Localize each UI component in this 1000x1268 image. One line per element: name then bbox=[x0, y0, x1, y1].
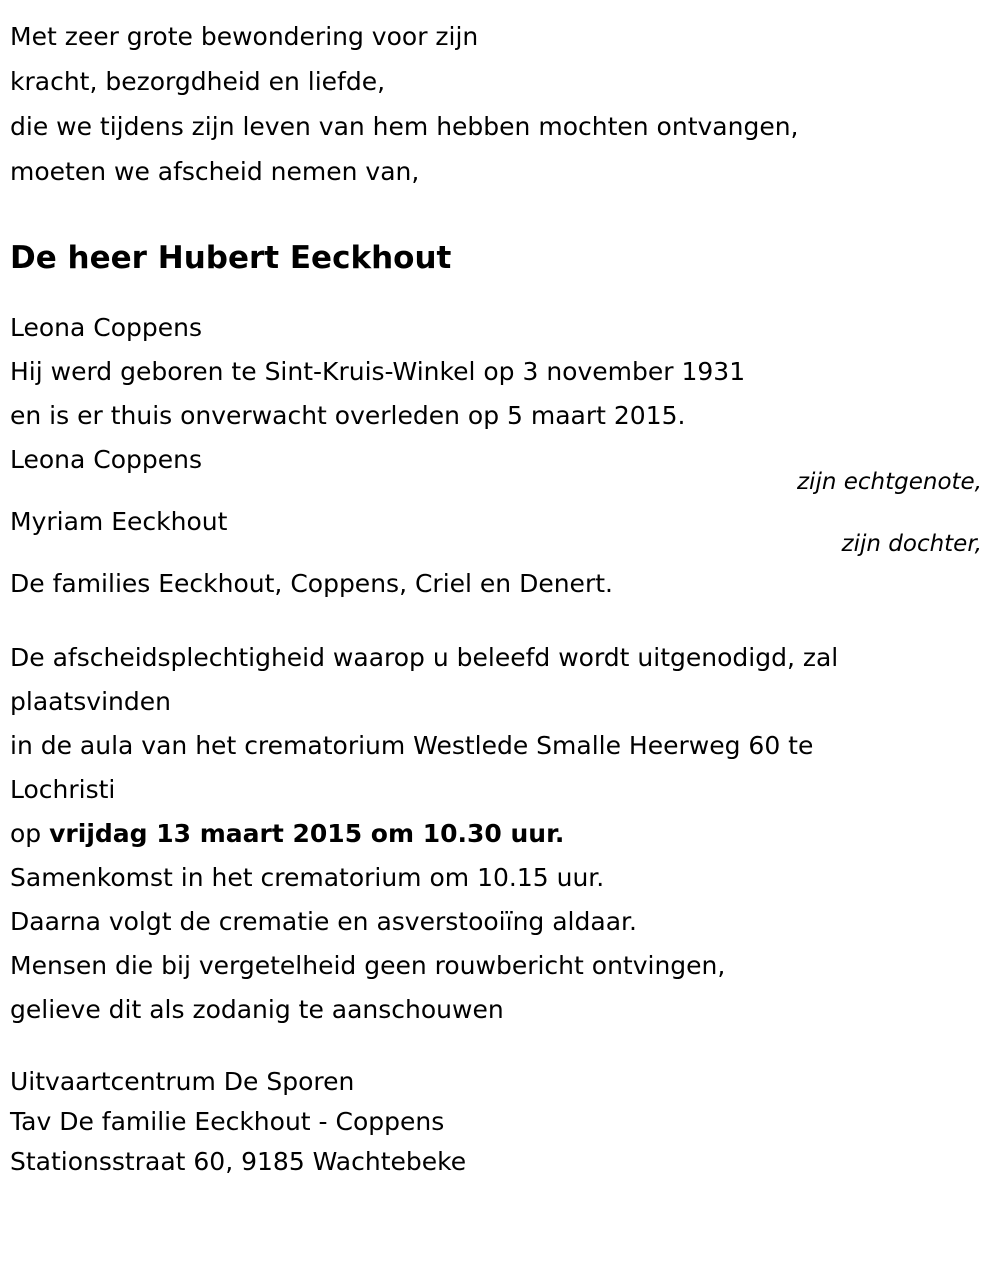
ceremony-notice-2: gelieve dit als zodanig te aanschouwen bbox=[10, 995, 504, 1024]
ceremony-notice-1: Mensen die bij vergetelheid geen rouwbericht ontvingen, bbox=[10, 951, 726, 980]
survivor-row-1 bbox=[10, 438, 990, 500]
spacer bbox=[10, 1032, 990, 1062]
survivor-role-1: zijn echtgenote, bbox=[796, 469, 982, 495]
funeral-home-attn: Tav De familie Eeckhout - Coppens bbox=[10, 1107, 445, 1136]
ceremony-date-prefix: op bbox=[10, 819, 50, 848]
families-line: De families Eeckhout, Coppens, Criel en Denert. bbox=[10, 569, 613, 598]
intro-line-1: Met zeer grote bewondering voor zijn bbox=[10, 22, 479, 51]
funeral-home-name: Uitvaartcentrum De Sporen bbox=[10, 1067, 355, 1096]
ceremony-invitation: De afscheidsplechtigheid waarop u beleefd wordt uitgenodigd, zal plaatsvinden bbox=[10, 643, 839, 716]
ceremony-date bbox=[10, 812, 900, 856]
ceremony-gathering: Samenkomst in het crematorium om 10.15 uur. bbox=[10, 863, 605, 892]
death-line: en is er thuis onverwacht overleden op 5 maart 2015. bbox=[10, 401, 686, 430]
ceremony-block bbox=[10, 636, 990, 1032]
funeral-home-block bbox=[10, 1062, 990, 1182]
funeral-home-address: Stationsstraat 60, 9185 Wachtebeke bbox=[10, 1147, 467, 1176]
spacer bbox=[10, 288, 990, 306]
ceremony-cremation: Daarna volgt de crematie en asverstooiïng aldaar. bbox=[10, 907, 637, 936]
intro-paragraph bbox=[10, 14, 990, 194]
intro-line-4: moeten we afscheid nemen van, bbox=[10, 157, 420, 186]
intro-line-3: die we tijdens zijn leven van hem hebben mochten ontvangen, bbox=[10, 112, 799, 141]
details-block bbox=[10, 306, 990, 438]
survivor-name-1: Leona Coppens bbox=[10, 445, 203, 474]
birth-line: Hij werd geboren te Sint-Kruis-Winkel op 3 november 1931 bbox=[10, 357, 746, 386]
survivor-row-2 bbox=[10, 500, 990, 562]
ceremony-date-bold: vrijdag 13 maart 2015 om 10.30 uur. bbox=[49, 819, 565, 848]
survivor-role-2: zijn dochter, bbox=[841, 531, 982, 557]
deceased-name: De heer Hubert Eeckhout bbox=[10, 240, 452, 276]
survivor-name-2: Myriam Eeckhout bbox=[10, 507, 228, 536]
intro-line-2: kracht, bezorgdheid en liefde, bbox=[10, 67, 386, 96]
spacer bbox=[10, 606, 990, 636]
partner-line: Leona Coppens bbox=[10, 313, 203, 342]
ceremony-location: in de aula van het crematorium Westlede Smalle Heerweg 60 te Lochristi bbox=[10, 731, 814, 804]
